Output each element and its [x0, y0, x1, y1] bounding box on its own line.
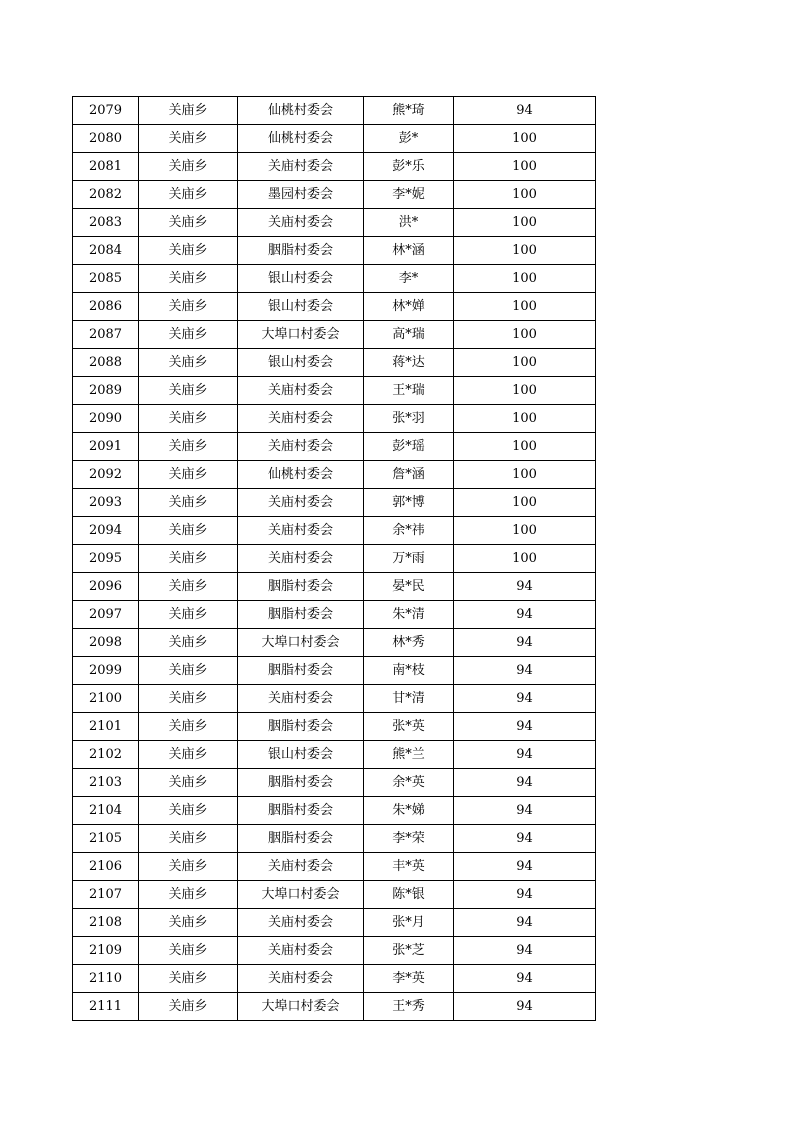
village-committee-cell: 胭脂村委会: [238, 797, 364, 825]
score-cell: 100: [454, 293, 596, 321]
village-committee-cell: 大埠口村委会: [238, 321, 364, 349]
row-number-cell: 2081: [73, 153, 139, 181]
score-cell: 100: [454, 517, 596, 545]
row-number-cell: 2091: [73, 433, 139, 461]
township-cell: 关庙乡: [139, 937, 238, 965]
score-cell: 100: [454, 405, 596, 433]
table-row: [73, 937, 596, 965]
township-cell: 关庙乡: [139, 629, 238, 657]
name-cell: 万*雨: [364, 545, 454, 573]
table-row: [73, 153, 596, 181]
row-number-cell: 2082: [73, 181, 139, 209]
name-cell: 熊*兰: [364, 741, 454, 769]
row-number-cell: 2087: [73, 321, 139, 349]
township-cell: 关庙乡: [139, 713, 238, 741]
name-cell: 王*瑞: [364, 377, 454, 405]
township-cell: 关庙乡: [139, 433, 238, 461]
data-table: [72, 96, 596, 1021]
township-cell: 关庙乡: [139, 321, 238, 349]
row-number-cell: 2094: [73, 517, 139, 545]
score-cell: 100: [454, 349, 596, 377]
table-row: [73, 517, 596, 545]
row-number-cell: 2089: [73, 377, 139, 405]
row-number-cell: 2099: [73, 657, 139, 685]
row-number-cell: 2102: [73, 741, 139, 769]
township-cell: 关庙乡: [139, 97, 238, 125]
row-number-cell: 2084: [73, 237, 139, 265]
township-cell: 关庙乡: [139, 573, 238, 601]
row-number-cell: 2105: [73, 825, 139, 853]
name-cell: 张*英: [364, 713, 454, 741]
row-number-cell: 2106: [73, 853, 139, 881]
village-committee-cell: 仙桃村委会: [238, 97, 364, 125]
score-cell: 100: [454, 265, 596, 293]
village-committee-cell: 关庙村委会: [238, 685, 364, 713]
name-cell: 朱*清: [364, 601, 454, 629]
row-number-cell: 2103: [73, 769, 139, 797]
table-row: [73, 181, 596, 209]
village-committee-cell: 关庙村委会: [238, 545, 364, 573]
township-cell: 关庙乡: [139, 461, 238, 489]
table-row: [73, 209, 596, 237]
township-cell: 关庙乡: [139, 741, 238, 769]
score-cell: 100: [454, 153, 596, 181]
table-row: [73, 461, 596, 489]
township-cell: 关庙乡: [139, 181, 238, 209]
row-number-cell: 2101: [73, 713, 139, 741]
township-cell: 关庙乡: [139, 909, 238, 937]
township-cell: 关庙乡: [139, 489, 238, 517]
name-cell: 李*荣: [364, 825, 454, 853]
village-committee-cell: 关庙村委会: [238, 853, 364, 881]
township-cell: 关庙乡: [139, 853, 238, 881]
village-committee-cell: 银山村委会: [238, 265, 364, 293]
score-cell: 100: [454, 489, 596, 517]
table-row: [73, 881, 596, 909]
township-cell: 关庙乡: [139, 769, 238, 797]
name-cell: 甘*清: [364, 685, 454, 713]
score-cell: 94: [454, 825, 596, 853]
score-cell: 94: [454, 909, 596, 937]
village-committee-cell: 银山村委会: [238, 293, 364, 321]
score-cell: 94: [454, 741, 596, 769]
village-committee-cell: 大埠口村委会: [238, 629, 364, 657]
village-committee-cell: 胭脂村委会: [238, 237, 364, 265]
row-number-cell: 2104: [73, 797, 139, 825]
village-committee-cell: 关庙村委会: [238, 405, 364, 433]
township-cell: 关庙乡: [139, 797, 238, 825]
row-number-cell: 2085: [73, 265, 139, 293]
village-committee-cell: 胭脂村委会: [238, 713, 364, 741]
name-cell: 张*羽: [364, 405, 454, 433]
score-cell: 100: [454, 433, 596, 461]
village-committee-cell: 仙桃村委会: [238, 125, 364, 153]
row-number-cell: 2090: [73, 405, 139, 433]
table-row: [73, 713, 596, 741]
village-committee-cell: 胭脂村委会: [238, 573, 364, 601]
table-row: [73, 573, 596, 601]
village-committee-cell: 关庙村委会: [238, 489, 364, 517]
village-committee-cell: 胭脂村委会: [238, 657, 364, 685]
score-cell: 100: [454, 461, 596, 489]
score-cell: 100: [454, 125, 596, 153]
name-cell: 朱*娣: [364, 797, 454, 825]
village-committee-cell: 关庙村委会: [238, 153, 364, 181]
name-cell: 王*秀: [364, 993, 454, 1021]
table-row: [73, 321, 596, 349]
table-row: [73, 293, 596, 321]
village-committee-cell: 关庙村委会: [238, 209, 364, 237]
table-row: [73, 125, 596, 153]
table-body: [73, 97, 596, 1021]
village-committee-cell: 关庙村委会: [238, 377, 364, 405]
village-committee-cell: 墨园村委会: [238, 181, 364, 209]
name-cell: 彭*乐: [364, 153, 454, 181]
township-cell: 关庙乡: [139, 237, 238, 265]
score-cell: 94: [454, 685, 596, 713]
table-row: [73, 965, 596, 993]
village-committee-cell: 大埠口村委会: [238, 881, 364, 909]
township-cell: 关庙乡: [139, 293, 238, 321]
township-cell: 关庙乡: [139, 125, 238, 153]
village-committee-cell: 银山村委会: [238, 349, 364, 377]
village-committee-cell: 胭脂村委会: [238, 825, 364, 853]
row-number-cell: 2096: [73, 573, 139, 601]
score-cell: 94: [454, 937, 596, 965]
name-cell: 陈*银: [364, 881, 454, 909]
score-cell: 94: [454, 881, 596, 909]
township-cell: 关庙乡: [139, 377, 238, 405]
score-cell: 94: [454, 769, 596, 797]
score-cell: 94: [454, 797, 596, 825]
name-cell: 高*瑞: [364, 321, 454, 349]
name-cell: 彭*瑶: [364, 433, 454, 461]
township-cell: 关庙乡: [139, 965, 238, 993]
table-row: [73, 769, 596, 797]
row-number-cell: 2092: [73, 461, 139, 489]
row-number-cell: 2083: [73, 209, 139, 237]
score-cell: 100: [454, 545, 596, 573]
name-cell: 张*芝: [364, 937, 454, 965]
name-cell: 詹*涵: [364, 461, 454, 489]
score-cell: 94: [454, 629, 596, 657]
name-cell: 丰*英: [364, 853, 454, 881]
name-cell: 林*婵: [364, 293, 454, 321]
table-row: [73, 657, 596, 685]
row-number-cell: 2110: [73, 965, 139, 993]
village-committee-cell: 关庙村委会: [238, 965, 364, 993]
score-cell: 100: [454, 237, 596, 265]
name-cell: 蒋*达: [364, 349, 454, 377]
township-cell: 关庙乡: [139, 601, 238, 629]
row-number-cell: 2111: [73, 993, 139, 1021]
row-number-cell: 2095: [73, 545, 139, 573]
table-row: [73, 349, 596, 377]
row-number-cell: 2107: [73, 881, 139, 909]
score-cell: 94: [454, 713, 596, 741]
name-cell: 晏*民: [364, 573, 454, 601]
township-cell: 关庙乡: [139, 545, 238, 573]
row-number-cell: 2100: [73, 685, 139, 713]
table-row: [73, 993, 596, 1021]
name-cell: 熊*琦: [364, 97, 454, 125]
name-cell: 南*枝: [364, 657, 454, 685]
township-cell: 关庙乡: [139, 993, 238, 1021]
village-committee-cell: 胭脂村委会: [238, 601, 364, 629]
table-row: [73, 909, 596, 937]
table-row: [73, 741, 596, 769]
row-number-cell: 2097: [73, 601, 139, 629]
row-number-cell: 2108: [73, 909, 139, 937]
score-cell: 100: [454, 181, 596, 209]
score-cell: 94: [454, 601, 596, 629]
name-cell: 彭*: [364, 125, 454, 153]
row-number-cell: 2093: [73, 489, 139, 517]
row-number-cell: 2109: [73, 937, 139, 965]
name-cell: 余*祎: [364, 517, 454, 545]
township-cell: 关庙乡: [139, 153, 238, 181]
score-cell: 100: [454, 321, 596, 349]
table-row: [73, 797, 596, 825]
table-row: [73, 685, 596, 713]
table-row: [73, 377, 596, 405]
village-committee-cell: 胭脂村委会: [238, 769, 364, 797]
township-cell: 关庙乡: [139, 685, 238, 713]
row-number-cell: 2098: [73, 629, 139, 657]
township-cell: 关庙乡: [139, 349, 238, 377]
township-cell: 关庙乡: [139, 825, 238, 853]
table-row: [73, 405, 596, 433]
table-row: [73, 629, 596, 657]
township-cell: 关庙乡: [139, 657, 238, 685]
township-cell: 关庙乡: [139, 517, 238, 545]
township-cell: 关庙乡: [139, 881, 238, 909]
village-committee-cell: 关庙村委会: [238, 937, 364, 965]
name-cell: 洪*: [364, 209, 454, 237]
row-number-cell: 2079: [73, 97, 139, 125]
name-cell: 李*: [364, 265, 454, 293]
name-cell: 李*英: [364, 965, 454, 993]
row-number-cell: 2088: [73, 349, 139, 377]
table-row: [73, 237, 596, 265]
score-cell: 94: [454, 657, 596, 685]
score-cell: 94: [454, 573, 596, 601]
village-committee-cell: 关庙村委会: [238, 909, 364, 937]
name-cell: 李*妮: [364, 181, 454, 209]
village-committee-cell: 关庙村委会: [238, 517, 364, 545]
township-cell: 关庙乡: [139, 265, 238, 293]
table-row: [73, 825, 596, 853]
name-cell: 余*英: [364, 769, 454, 797]
township-cell: 关庙乡: [139, 209, 238, 237]
village-committee-cell: 银山村委会: [238, 741, 364, 769]
table-row: [73, 433, 596, 461]
score-cell: 100: [454, 209, 596, 237]
name-cell: 张*月: [364, 909, 454, 937]
name-cell: 林*秀: [364, 629, 454, 657]
table-row: [73, 853, 596, 881]
table-row: [73, 97, 596, 125]
village-committee-cell: 关庙村委会: [238, 433, 364, 461]
row-number-cell: 2086: [73, 293, 139, 321]
score-cell: 94: [454, 993, 596, 1021]
table-row: [73, 265, 596, 293]
score-cell: 94: [454, 97, 596, 125]
score-cell: 94: [454, 853, 596, 881]
township-cell: 关庙乡: [139, 405, 238, 433]
row-number-cell: 2080: [73, 125, 139, 153]
table-row: [73, 489, 596, 517]
score-cell: 100: [454, 377, 596, 405]
name-cell: 林*涵: [364, 237, 454, 265]
village-committee-cell: 大埠口村委会: [238, 993, 364, 1021]
score-cell: 94: [454, 965, 596, 993]
table-row: [73, 545, 596, 573]
table-row: [73, 601, 596, 629]
name-cell: 郭*博: [364, 489, 454, 517]
village-committee-cell: 仙桃村委会: [238, 461, 364, 489]
